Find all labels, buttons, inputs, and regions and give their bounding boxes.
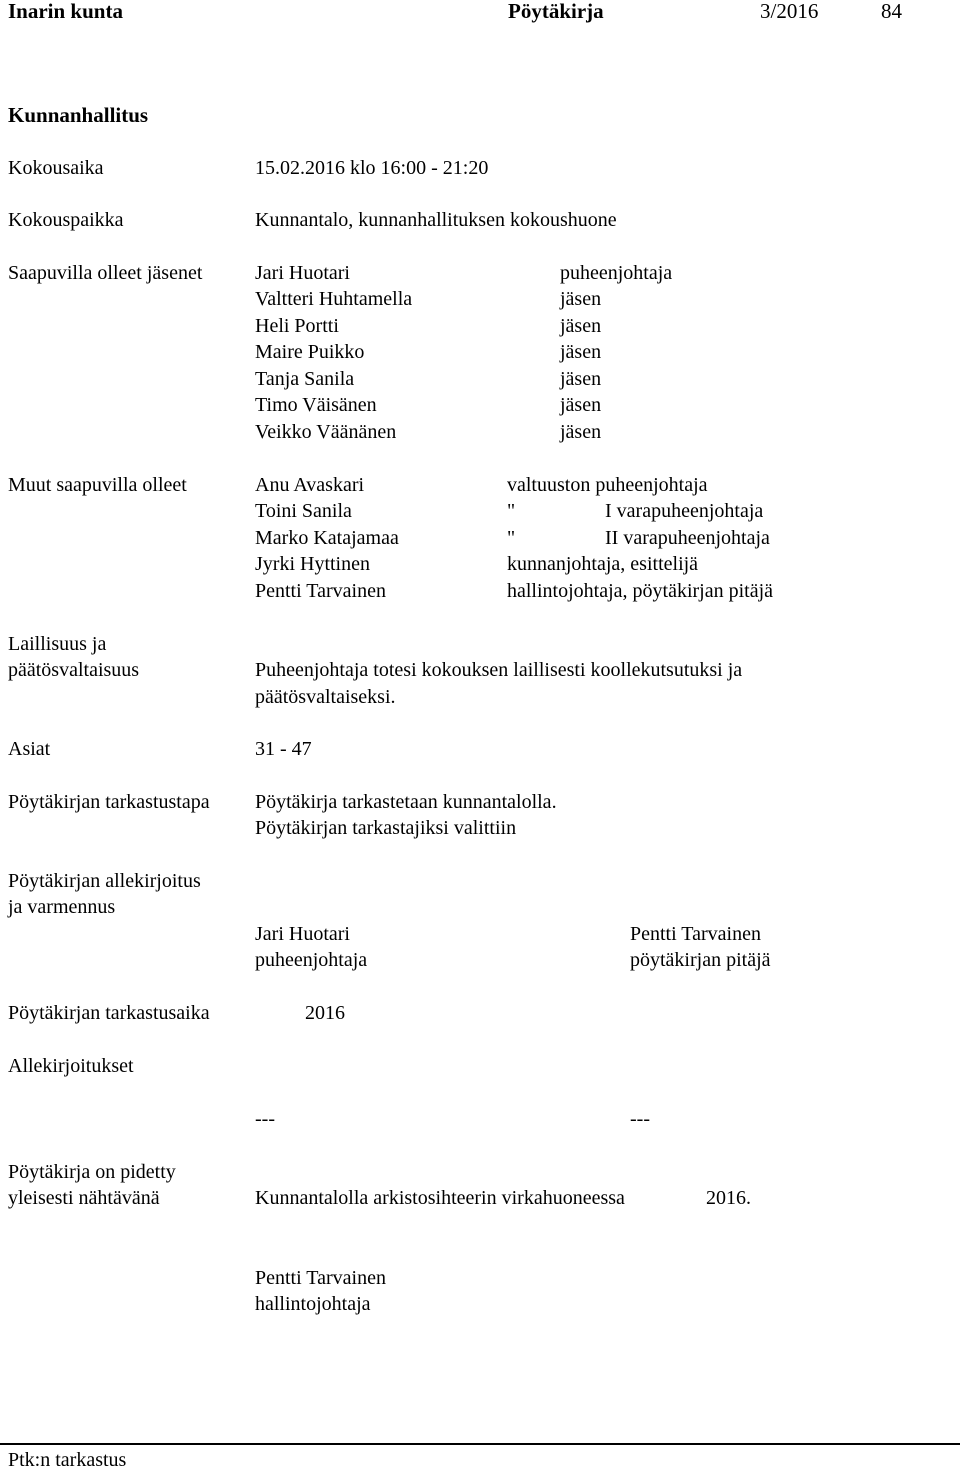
meeting-place-label: Kokouspaikka <box>8 209 124 231</box>
other-name: Pentti Tarvainen <box>255 580 386 602</box>
member-role: jäsen <box>560 288 602 310</box>
member-name: Tanja Sanila <box>255 368 355 390</box>
signer-secretary-name: Pentti Tarvainen <box>630 923 761 945</box>
review-time-label: Pöytäkirjan tarkastusaika <box>8 1002 210 1024</box>
certifier-name: Pentti Tarvainen <box>255 1267 386 1289</box>
other-name: Anu Avaskari <box>255 474 365 496</box>
signatures-label: Allekirjoitukset <box>8 1055 134 1077</box>
member-name: Veikko Väänänen <box>255 421 397 443</box>
legality-label-line2: päätösvaltaisuus <box>8 659 140 681</box>
review-method-label: Pöytäkirjan tarkastustapa <box>8 791 210 813</box>
member-role: puheenjohtaja <box>560 262 673 284</box>
other-role: kunnanjohtaja, esittelijä <box>507 553 699 575</box>
other-role: hallintojohtaja, pöytäkirjan pitäjä <box>507 580 774 602</box>
signature-placeholder: --- <box>255 1108 275 1130</box>
member-name: Timo Väisänen <box>255 394 377 416</box>
certifier-title: hallintojohtaja <box>255 1293 371 1315</box>
document-number: 3/2016 <box>760 0 819 23</box>
legality-label-line1: Laillisuus ja <box>8 633 107 655</box>
signer-secretary-role: pöytäkirjan pitäjä <box>630 949 771 971</box>
meeting-time-value: 15.02.2016 klo 16:00 - 21:20 <box>255 157 489 179</box>
meeting-place-value: Kunnantalo, kunnanhallituksen kokoushuone <box>255 209 617 231</box>
footer-label: Ptk:n tarkastus <box>8 1449 127 1471</box>
signer-chair-role: puheenjohtaja <box>255 949 368 971</box>
ditto-mark: " <box>507 527 516 549</box>
public-place: Kunnantalolla arkistosihteerin virkahuoneessa <box>255 1187 625 1209</box>
matters-label: Asiat <box>8 738 51 760</box>
member-role: jäsen <box>560 394 602 416</box>
matters-value: 31 - 47 <box>255 738 312 760</box>
municipality-name: Inarin kunta <box>8 0 123 23</box>
member-name: Heli Portti <box>255 315 339 337</box>
signer-chair-name: Jari Huotari <box>255 923 350 945</box>
signature-placeholder: --- <box>630 1108 650 1130</box>
meeting-time-label: Kokousaika <box>8 157 104 179</box>
member-name: Maire Puikko <box>255 341 365 363</box>
legality-text-line1: Puheenjohtaja totesi kokouksen laillisesti koollekutsutuksi ja <box>255 659 743 681</box>
member-role: jäsen <box>560 341 602 363</box>
page-number: 84 <box>881 0 902 23</box>
legality-text-line2: päätösvaltaiseksi. <box>255 686 396 708</box>
other-role: valtuuston puheenjohtaja <box>507 474 708 496</box>
member-name: Valtteri Huhtamella <box>255 288 413 310</box>
member-role: jäsen <box>560 315 602 337</box>
public-label-line1: Pöytäkirja on pidetty <box>8 1161 176 1183</box>
review-time-value: 2016 <box>305 1002 345 1024</box>
member-role: jäsen <box>560 421 602 443</box>
public-year: 2016. <box>706 1187 751 1209</box>
others-label: Muut saapuvilla olleet <box>8 474 187 496</box>
governing-body-title: Kunnanhallitus <box>8 103 149 127</box>
public-label-line2: yleisesti nähtävänä <box>8 1187 160 1209</box>
ditto-mark: " <box>507 500 516 522</box>
footer-divider <box>0 1443 960 1445</box>
other-role: I varapuheenjohtaja <box>605 500 764 522</box>
review-method-line1: Pöytäkirja tarkastetaan kunnantalolla. <box>255 791 557 813</box>
member-name: Jari Huotari <box>255 262 350 284</box>
other-role: II varapuheenjohtaja <box>605 527 770 549</box>
document-type: Pöytäkirja <box>508 0 604 23</box>
other-name: Toini Sanila <box>255 500 352 522</box>
signing-label-line2: ja varmennus <box>8 896 116 918</box>
other-name: Jyrki Hyttinen <box>255 553 370 575</box>
signing-label-line1: Pöytäkirjan allekirjoitus <box>8 870 201 892</box>
other-name: Marko Katajamaa <box>255 527 399 549</box>
member-role: jäsen <box>560 368 602 390</box>
review-method-line2: Pöytäkirjan tarkastajiksi valittiin <box>255 817 517 839</box>
members-label: Saapuvilla olleet jäsenet <box>8 262 203 284</box>
